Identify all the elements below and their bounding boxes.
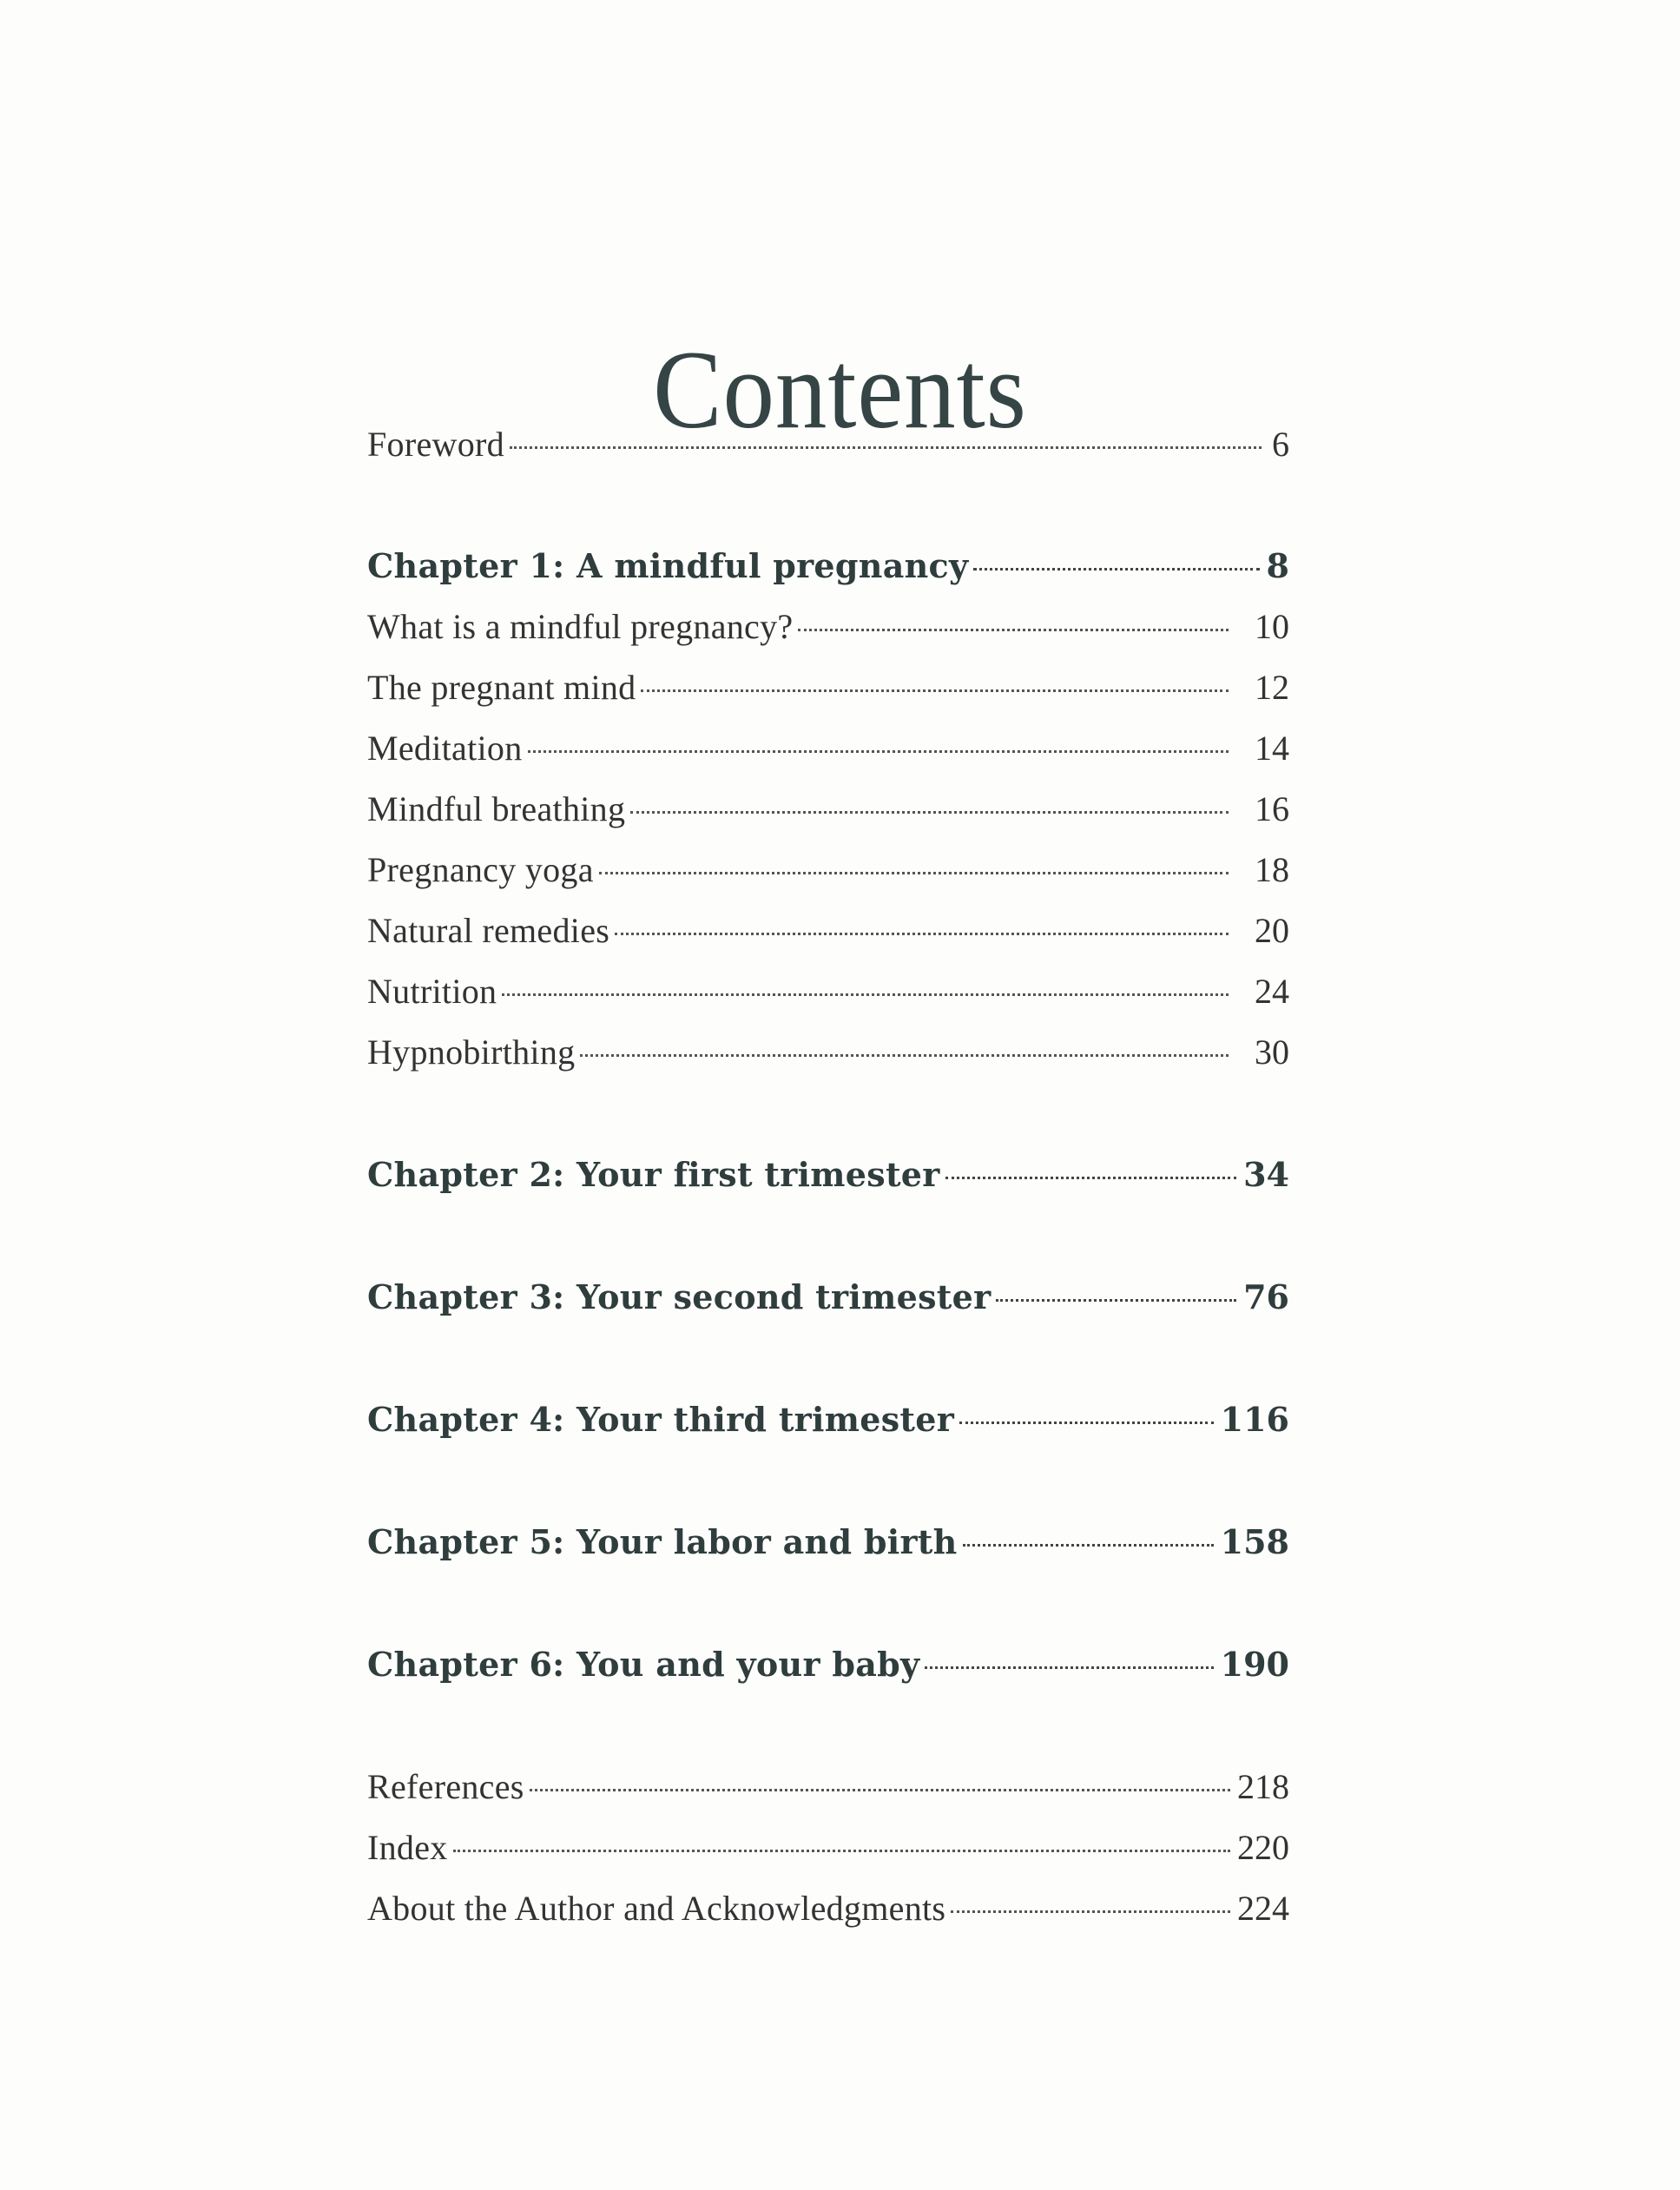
toc-entry-page: 6 [1272,425,1289,464]
toc-entry-page: 16 [1255,789,1289,828]
toc-section[interactable] [367,967,1289,1016]
toc-chapter-2[interactable] [367,1151,1289,1199]
toc-entry-foreword[interactable] [367,420,1289,469]
toc-chapter-5[interactable] [367,1518,1289,1567]
dot-leader [453,1850,1230,1852]
dot-leader [630,811,1229,814]
toc-entry-page: 12 [1255,668,1289,707]
toc-entry-label: Nutrition [367,972,497,1011]
toc-entry-page: 18 [1255,850,1289,889]
toc-chapter-3[interactable] [367,1273,1289,1322]
dot-leader [959,1422,1214,1424]
dot-leader [530,1789,1230,1791]
toc-entry-page: 14 [1255,729,1289,768]
toc-entry-page: 8 [1266,546,1289,585]
toc-entry-label: Chapter 5: Your labor and birth [367,1522,958,1561]
toc-entry-label: Chapter 3: Your second trimester [367,1277,992,1316]
toc-section[interactable] [367,724,1289,773]
toc-entry-label: What is a mindful pregnancy? [367,607,794,646]
toc-entry-label: Natural remedies [367,911,610,950]
toc-entry-label: Hypnobirthing [367,1032,576,1072]
toc-chapter-4[interactable] [367,1395,1289,1444]
toc-entry-page: 76 [1243,1277,1289,1316]
toc-entry-index[interactable] [367,1824,1289,1872]
toc-entry-label: Chapter 2: Your first trimester [367,1155,940,1194]
dot-leader [580,1054,1229,1057]
toc-chapter-6[interactable] [367,1640,1289,1689]
toc-entry-page: 34 [1243,1155,1289,1194]
toc-entry-page: 158 [1220,1522,1289,1561]
dot-leader [925,1666,1213,1669]
toc-entry-label: Chapter 1: A mindful pregnancy [367,546,969,585]
toc-entry-page: 224 [1237,1889,1289,1928]
toc-entry-label: Chapter 6: You and your baby [367,1645,920,1684]
toc-entry-label: Pregnancy yoga [367,850,594,889]
dot-leader [798,629,1229,631]
toc-entry-label: Meditation [367,729,523,768]
page-title: Contents [653,327,1027,452]
toc-section[interactable] [367,785,1289,834]
dot-leader [963,1544,1214,1547]
toc-chapter-1[interactable] [367,542,1289,590]
toc-entry-page: 220 [1237,1828,1289,1867]
dot-leader [641,689,1229,692]
toc-entry-page: 30 [1255,1032,1289,1072]
toc-entry-page: 24 [1255,972,1289,1011]
dot-leader [502,993,1229,996]
dot-leader [510,446,1262,449]
toc-section[interactable] [367,663,1289,712]
dot-leader [945,1177,1237,1179]
toc-entry-label: Foreword [367,425,504,464]
toc-entry-page: 20 [1255,911,1289,950]
toc-entry-page: 10 [1255,607,1289,646]
toc-entry-label: The pregnant mind [367,668,636,707]
dot-leader [528,750,1229,753]
toc-section[interactable] [367,846,1289,894]
toc-entry-page: 218 [1237,1767,1289,1806]
dot-leader [599,872,1229,874]
dot-leader [973,568,1259,571]
toc-entry-label: Index [367,1828,448,1867]
toc-entry-label: References [367,1767,524,1806]
toc-entry-page: 116 [1220,1400,1289,1439]
toc-entry-label: Mindful breathing [367,789,626,828]
toc-entry-references[interactable] [367,1763,1289,1811]
toc-entry-page: 190 [1220,1645,1289,1684]
toc-section[interactable] [367,1028,1289,1077]
toc-entry-about-author[interactable] [367,1884,1289,1933]
toc-section[interactable] [367,907,1289,955]
dot-leader [615,933,1229,935]
dot-leader [951,1910,1230,1913]
toc-entry-label: About the Author and Acknowledgments [367,1889,946,1928]
dot-leader [996,1299,1236,1302]
toc-section[interactable] [367,603,1289,651]
toc-entry-label: Chapter 4: Your third trimester [367,1400,955,1439]
